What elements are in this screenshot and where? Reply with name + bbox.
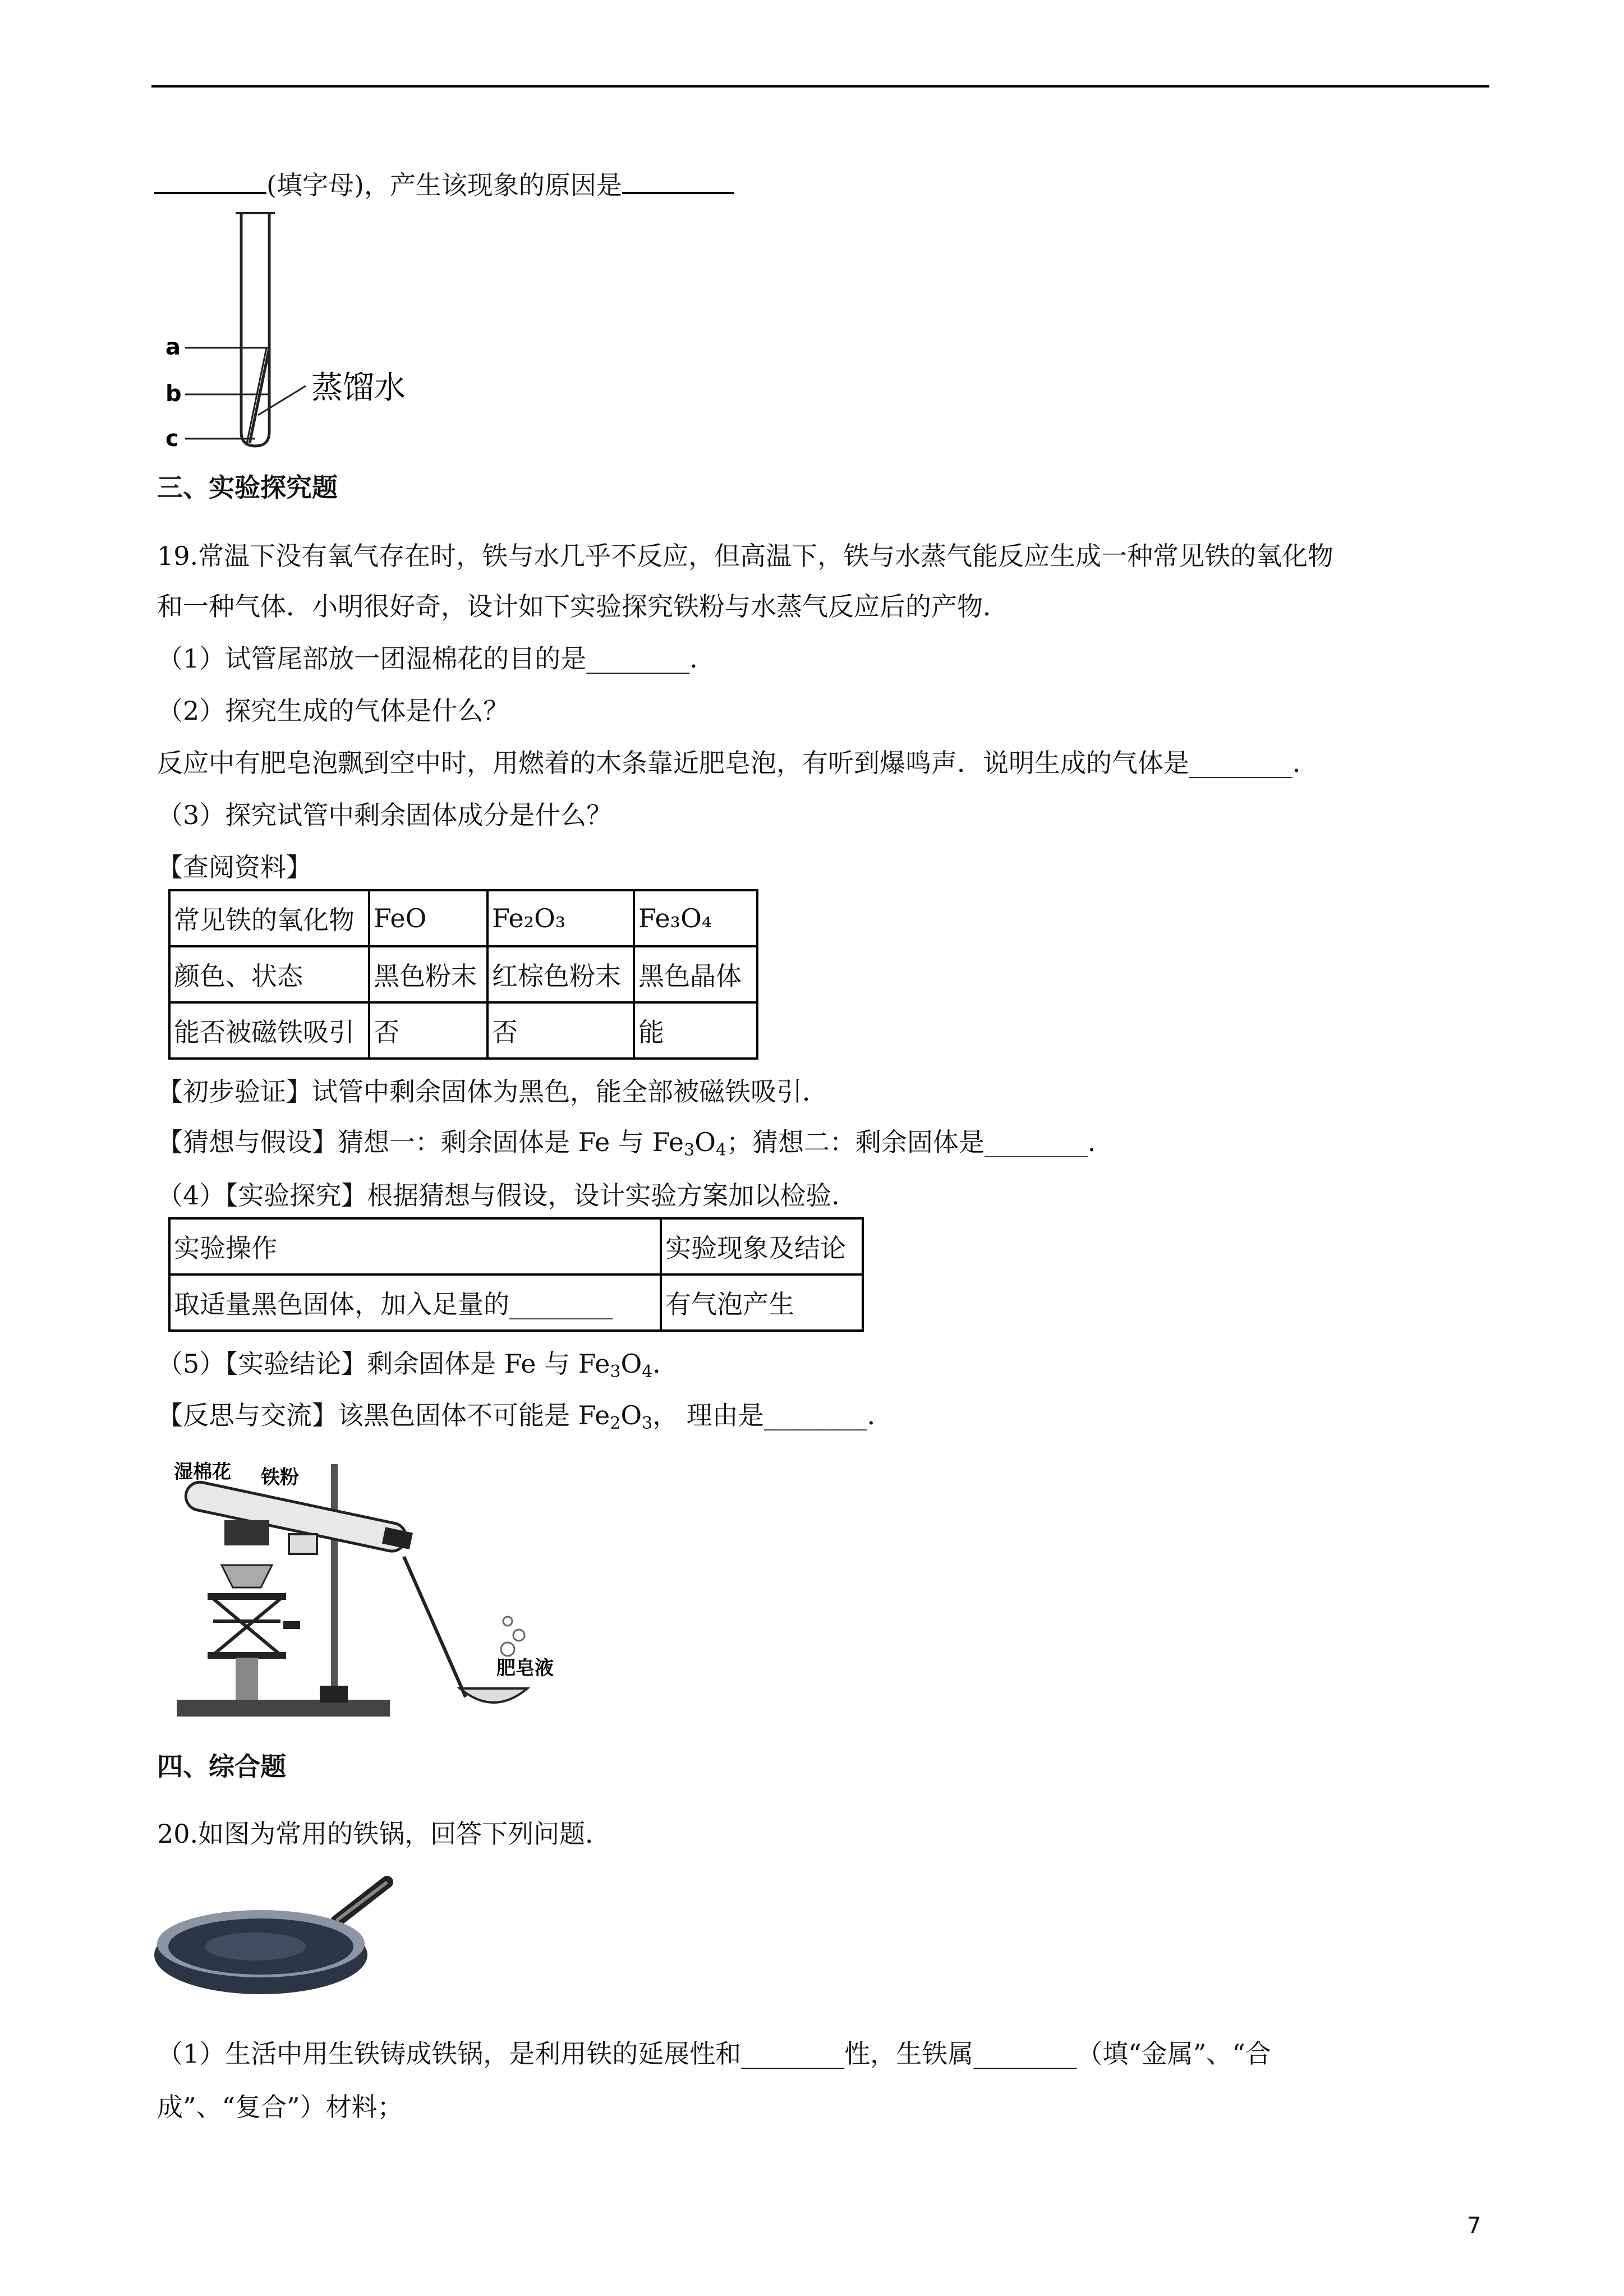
q19-part-2-answer: 反应中有肥皂泡飘到空中时，用燃着的木条靠近肥皂泡，有听到爆鸣声．说明生成的气体是________． bbox=[157, 748, 1318, 778]
q18-line: (填字母)，产生该现象的原因是 bbox=[154, 167, 734, 203]
label-distilled-water: 蒸馏水 bbox=[311, 370, 406, 406]
table-cell: 实验操作 bbox=[169, 1218, 661, 1274]
table-cell: Fe₃O₄ bbox=[634, 890, 757, 946]
wok-figure bbox=[151, 1868, 398, 2003]
reflection-line: 【反思与交流】该黑色固体不可能是 $Fe_2O_3$， 理由是________． bbox=[157, 1400, 893, 1433]
q19-part-5: （5）【实验结论】剩余固体是 Fe 与 $Fe_3O_4$． bbox=[157, 1349, 679, 1382]
table-row bbox=[169, 890, 757, 946]
table-cell: 能 bbox=[634, 1002, 757, 1059]
table-cell: Fe₂O₃ bbox=[487, 890, 634, 946]
q20-part-1-line-1: （1）生活中用生铁铸成铁锅，是利用铁的延展性和________性，生铁属________（填“金属”、“合 bbox=[157, 2039, 1271, 2069]
table-row bbox=[169, 946, 757, 1002]
q19-part-2: （2）探究生成的气体是什么？ bbox=[157, 696, 509, 726]
table-cell: 黑色晶体 bbox=[634, 946, 757, 1002]
q19-stem-1: 19.常温下没有氧气存在时，铁与水几乎不反应，但高温下，铁与水蒸气能反应生成一种常见铁的氧化物 bbox=[157, 541, 1334, 571]
table-row bbox=[169, 1274, 863, 1331]
table-cell: 取适量黑色固体，加入足量的________ bbox=[169, 1274, 661, 1331]
table-cell: FeO bbox=[369, 890, 487, 946]
hypothesis-line: 【猜想与假设】猜想一：剩余固体是 Fe 与 $Fe_3O_4$；猜想二：剩余固体是________． bbox=[157, 1127, 1114, 1160]
q19-part-1: （1）试管尾部放一团湿棉花的目的是________． bbox=[157, 643, 716, 674]
table-cell: 实验现象及结论 bbox=[661, 1218, 863, 1274]
q20-stem: 20.如图为常用的铁锅，回答下列问题． bbox=[157, 1819, 611, 1849]
answer-blank[interactable] bbox=[154, 167, 266, 194]
header-rule bbox=[151, 85, 1489, 88]
table-cell: 有气泡产生 bbox=[661, 1274, 863, 1331]
table-cell: 否 bbox=[369, 1002, 487, 1059]
table-cell: 红棕色粉末 bbox=[487, 946, 634, 1002]
q20-part-1-line-2: 成”、“复合”）材料； bbox=[157, 2092, 403, 2122]
label-c: c bbox=[165, 426, 179, 452]
section-4-title: 四、综合题 bbox=[157, 1751, 286, 1782]
preliminary-verification: 【初步验证】试管中剩余固体为黑色，能全部被磁铁吸引． bbox=[157, 1076, 828, 1107]
experiment-table bbox=[168, 1217, 864, 1332]
answer-blank[interactable] bbox=[622, 167, 734, 194]
table-cell: 否 bbox=[487, 1002, 634, 1059]
reference-table bbox=[168, 889, 758, 1060]
table-cell: 黑色粉末 bbox=[369, 946, 487, 1002]
label-soap-solution: 肥皂液 bbox=[496, 1657, 554, 1680]
label-wet-cotton: 湿棉花 bbox=[174, 1461, 231, 1483]
test-tube-figure bbox=[157, 208, 438, 454]
reference-heading: 【查阅资料】 bbox=[157, 852, 312, 882]
apparatus-figure bbox=[168, 1453, 606, 1728]
q19-part-4: （4）【实验探究】根据猜想与假设，设计实验方案加以检验． bbox=[157, 1180, 858, 1211]
table-row bbox=[169, 1002, 757, 1059]
section-3-title: 三、实验探究题 bbox=[157, 472, 338, 503]
label-b: b bbox=[165, 381, 182, 407]
table-cell: 颜色、状态 bbox=[169, 946, 369, 1002]
page-number: 7 bbox=[1467, 2213, 1482, 2239]
q19-part-3: （3）探究试管中剩余固体成分是什么？ bbox=[157, 800, 613, 830]
q19-stem-2: 和一种气体．小明很好奇，设计如下实验探究铁粉与水蒸气反应后的产物． bbox=[157, 591, 1009, 622]
table-row bbox=[169, 1218, 863, 1274]
table-cell: 能否被磁铁吸引 bbox=[169, 1002, 369, 1059]
label-iron-powder: 铁粉 bbox=[261, 1466, 299, 1489]
table-cell: 常见铁的氧化物 bbox=[169, 890, 369, 946]
label-a: a bbox=[165, 334, 181, 360]
